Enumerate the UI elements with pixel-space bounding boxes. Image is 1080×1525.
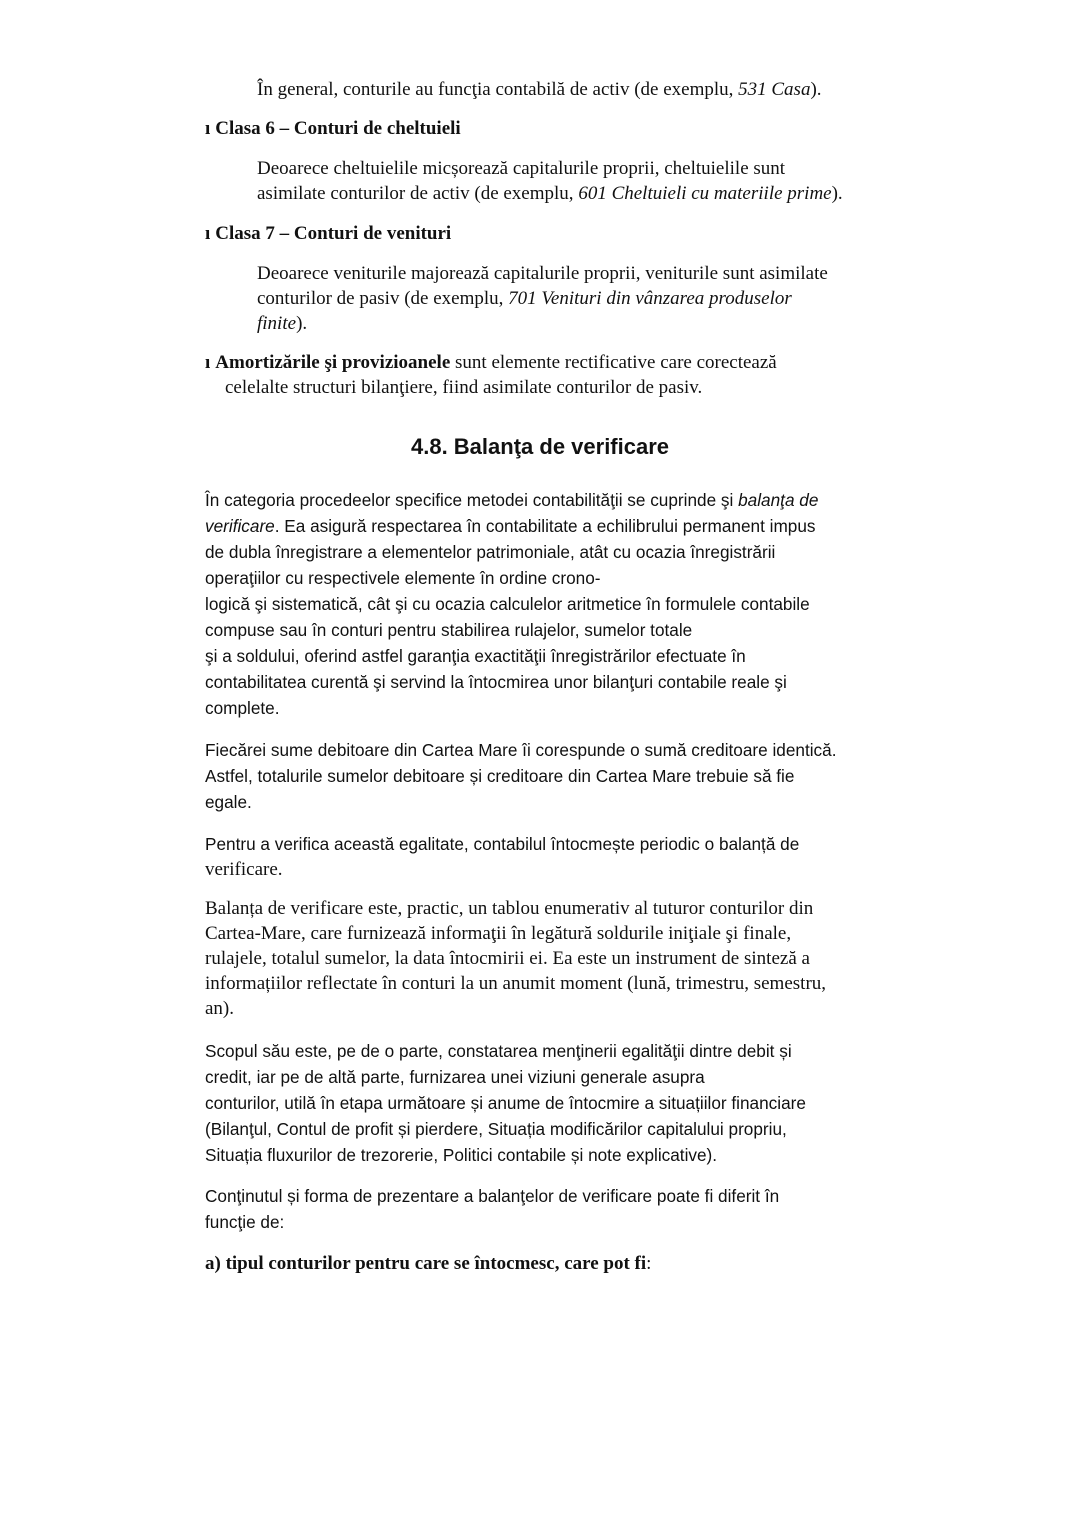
section-title: 4.8. Balanţa de verificare xyxy=(410,434,670,459)
example-account: 531 Casa xyxy=(738,79,811,100)
paragraph-5 xyxy=(205,1038,895,1168)
line: egale. xyxy=(205,792,252,812)
line: rulajele, totalul sumelor, la data întocmirii ei. Ea este un instrument de sinteză a xyxy=(205,948,810,969)
example-account: 601 Cheltuieli cu materiile prime xyxy=(578,183,832,204)
line: credit, iar pe de altă parte, furnizarea unei viziuni generale asupra xyxy=(205,1067,705,1087)
line: Deoarece cheltuielile micșorează capitalurile proprii, cheltuielile sunt xyxy=(257,158,786,179)
heading-text: Clasa 6 – Conturi de cheltuieli xyxy=(215,118,461,139)
text: sunt elemente rectificative care corectează xyxy=(450,352,777,373)
class6-heading xyxy=(205,116,895,141)
line: Cartea-Mare, care furnizează informaţii în legătură soldurile iniţiale şi finale, xyxy=(205,923,792,944)
paragraph-1 xyxy=(205,487,895,721)
example-account: finite xyxy=(257,313,297,334)
text: În categoria procedeelor specifice metodei contabilităţii se cuprinde şi xyxy=(205,490,739,510)
line: Fiecărei sume debitoare din Cartea Mare îi corespunde o sumă creditoare identică. xyxy=(205,740,837,760)
italic-term: balanţa de xyxy=(738,490,819,510)
line: Conţinutul și forma de prezentare a balanţelor de verificare poate fi diferit în xyxy=(205,1186,780,1206)
text: ). xyxy=(810,79,822,100)
example-account: 701 Venituri din vânzarea produselor xyxy=(508,288,792,309)
line: informațiilor reflectate în conturi la un anumit moment (lună, trimestru, semestru, xyxy=(205,973,827,994)
bold-text: a) tipul conturilor pentru care se întocmesc, care pot fi xyxy=(205,1253,647,1274)
heading-text: Clasa 7 – Conturi de venituri xyxy=(215,223,452,244)
line: Situația fluxurilor de trezorerie, Politici contabile și note explicative). xyxy=(205,1145,718,1165)
class7-paragraph xyxy=(257,261,897,336)
paragraph-2 xyxy=(205,737,895,815)
line: logică şi sistematică, cât şi cu ocazia calculelor aritmetice în formulele contabile xyxy=(205,594,810,614)
bullet-icon: ı xyxy=(205,352,211,373)
text: . Ea asigură respectarea în contabilitate a echilibrului permanent impus xyxy=(274,516,816,536)
line: Balanța de verificare este, practic, un tablou enumerativ al tuturor conturilor din xyxy=(205,898,814,919)
bold-term: Amortizările şi provizioanele xyxy=(215,352,451,373)
paragraph-3 xyxy=(205,831,895,882)
text: conturilor de pasiv (de exemplu, xyxy=(257,288,509,309)
text: : xyxy=(646,1253,652,1274)
line: funcţie de: xyxy=(205,1212,285,1232)
bullet-icon: ı xyxy=(205,118,211,139)
text: ). xyxy=(831,183,843,204)
line: conturilor, utilă în etapa următoare și anume de întocmire a situațiilor financiare xyxy=(205,1093,806,1113)
line: an). xyxy=(205,998,235,1019)
class7-heading xyxy=(205,221,895,246)
text: În general, conturile au funcţia contabilă de activ (de exemplu, xyxy=(257,79,739,100)
intro-line xyxy=(257,77,897,102)
line: compuse sau în conturi pentru stabilirea rulajelor, sumelor totale xyxy=(205,620,693,640)
paragraph-6 xyxy=(205,1183,895,1235)
line: Deoarece veniturile majorează capitalurile proprii, veniturile sunt asimilate xyxy=(257,263,828,284)
text: asimilate conturilor de activ (de exemplu, xyxy=(257,183,579,204)
italic-term: verificare xyxy=(205,516,275,536)
line: Scopul său este, pe de o parte, constatarea menţinerii egalităţii dintre debit și xyxy=(205,1041,792,1061)
text: ). xyxy=(296,313,308,334)
list-item-a xyxy=(205,1251,895,1276)
class6-paragraph xyxy=(257,156,897,206)
line: verificare. xyxy=(205,859,283,880)
line: complete. xyxy=(205,698,280,718)
line: (Bilanţul, Contul de profit și pierdere, Situația modificărilor capitalului propriu, xyxy=(205,1119,787,1139)
line: contabilitatea curentă şi servind la întocmirea unor bilanţuri contabile reale şi xyxy=(205,672,787,692)
line: Pentru a verifica această egalitate, contabilul întocmește periodic o balanță de xyxy=(205,834,800,854)
line: de dubla înregistrare a elementelor patrimoniale, atât cu ocazia înregistrării xyxy=(205,542,776,562)
amortizari-paragraph xyxy=(205,350,895,400)
line: celelalte structuri bilanţiere, fiind asimilate conturilor de pasiv. xyxy=(225,377,703,398)
line: şi a soldului, oferind astfel garanţia exactităţii înregistrărilor efectuate în xyxy=(205,646,746,666)
line: operaţiilor cu respectivele elemente în ordine crono- xyxy=(205,568,601,588)
paragraph-4 xyxy=(205,896,895,1021)
bullet-icon: ı xyxy=(205,223,211,244)
line: Astfel, totalurile sumelor debitoare și creditoare din Cartea Mare trebuie să fie xyxy=(205,766,795,786)
